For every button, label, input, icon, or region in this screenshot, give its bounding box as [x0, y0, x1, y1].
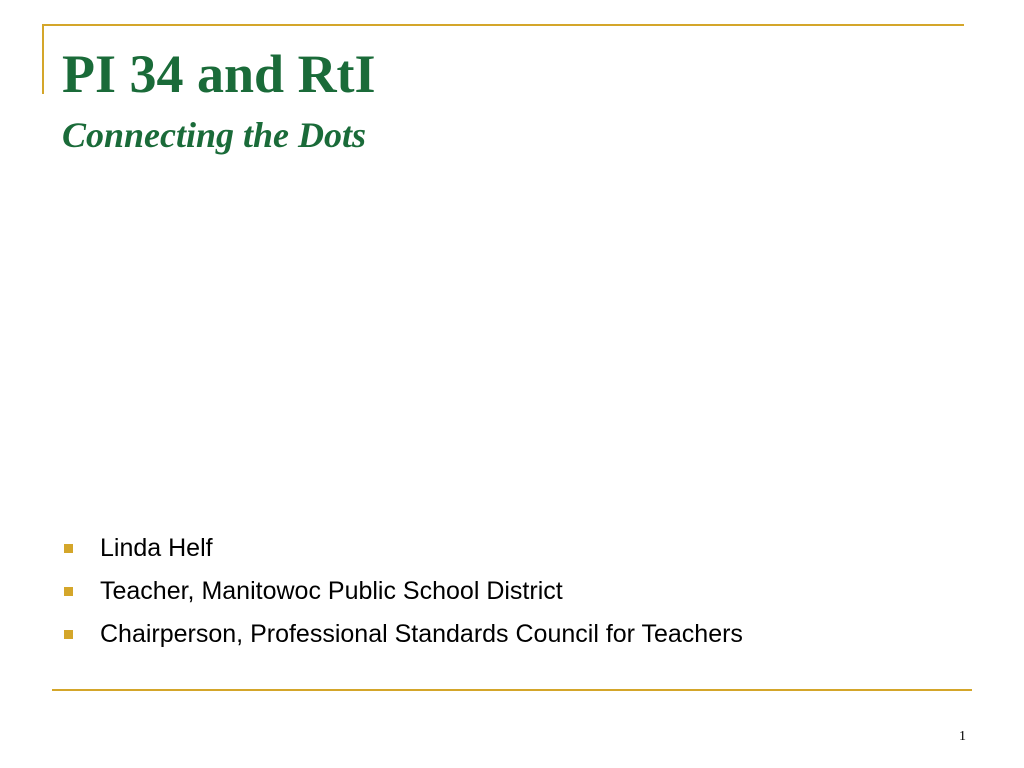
top-accent-line — [42, 24, 964, 26]
square-bullet-icon — [64, 544, 73, 553]
square-bullet-icon — [64, 587, 73, 596]
bullet-text: Chairperson, Professional Standards Council for Teachers — [100, 620, 743, 648]
bottom-accent-line — [52, 689, 972, 691]
bullet-text: Linda Helf — [100, 534, 213, 562]
slide-title: PI 34 and RtI — [62, 44, 376, 104]
page-number: 1 — [959, 729, 966, 744]
slide-subtitle: Connecting the Dots — [62, 115, 367, 155]
bullet-text: Teacher, Manitowoc Public School District — [100, 577, 563, 605]
square-bullet-icon — [64, 630, 73, 639]
left-accent-line — [42, 24, 44, 94]
